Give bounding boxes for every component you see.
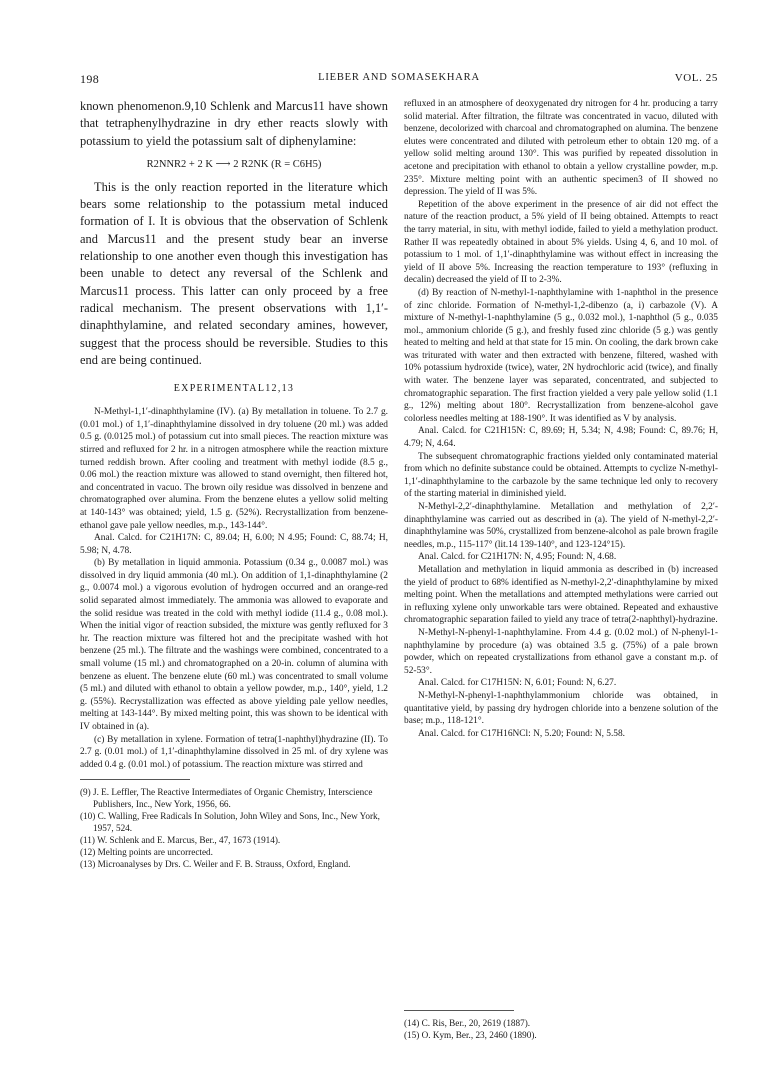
page-header bbox=[80, 72, 718, 88]
footnote-10: (10) C. Walling, Free Radicals In Solution, John Wiley and Sons, Inc., New York, 1957, 524. bbox=[80, 811, 380, 834]
footnote-14: (14) C. Ris, Ber., 20, 2619 (1887). bbox=[404, 1018, 531, 1028]
experimental-paragraph-b: (b) By metallation in liquid ammonia. Potassium (0.34 g., 0.0087 mol.) was dissolved in dry liquid ammonia (40 ml.). On addition of 1,1-dinaphthylamine (2 g., 0.0074 mol.) a vigorous evolution of hydrogen occurred and an orange-red solid separated almost immediately. The ammonia was allowed to evaporate and the solid residue was treated in the cold with methyl iodide (11.4 g., 0.08 mol.). When the initial vigor of reaction subsided, the mixture was gently refluxed for 3 hr. The reaction mixture was filtered hot and the precipitate washed with hot benzene (25 ml.). The filtrate and the washings were combined, concentrated to a small volume (15 ml.) and chromatographed on a 20-in. column of alumina with benzene as eluent. The benzene elute (60 ml.) was concentrated to small volume (5 ml.) and diluted with ethanol to obtain a yellow powder, m.p., 140°, yield, 1.2 g. (55%). Recrystallization was effected as above yielding pale yellow needles, melting at 143-144°. By mixed melting point, this was shown to be identical with IV obtained in (a). bbox=[80, 558, 388, 732]
footnote-9: (9) J. E. Leffler, The Reactive Intermediates of Organic Chemistry, Interscience Publishers, Inc., New York, 1956, 66. bbox=[80, 787, 373, 810]
analysis-paragraph-phenyl: Anal. Calcd. for C17H15N: N, 6.01; Found: N, 6.27. bbox=[418, 678, 617, 689]
footnote-15: (15) O. Kym, Ber., 23, 2460 (1890). bbox=[404, 1030, 537, 1040]
right-paragraph-2: Repetition of the above experiment in the presence of air did not effect the nature of the reaction product, a 5% yield of II being obtained. Attempts to react the tarry material, in situ, with methyl iodide, failed to yield a methylation product. Rather II was repeatedly obtained in about 5% yields. Using 4, 6, and 10 mol. of potassium to 1 mol. of 1,1′-dinaphthylamine was without effect in increasing the yield of II above 5%. Increasing the reaction temperature to 193° (refluxing in decalin) decreased the yield of II to 2-3%. bbox=[404, 199, 718, 286]
right-paragraph-5: The subsequent chromatographic fractions yielded only contaminated material from which no definite substance could be obtained. Attempts to cyclize N-methyl-1,1′-dinaphthylamine to the carbazole by the same technique led only to recovery of the starting material in diminished yield. bbox=[404, 451, 718, 500]
page-number: 198 bbox=[80, 72, 100, 86]
right-column bbox=[404, 98, 718, 740]
footnote-13: (13) Microanalyses by Drs. C. Weiler and F. B. Strauss, Oxford, England. bbox=[80, 859, 351, 870]
intro-paragraph-1: known phenomenon.9,10 Schlenk and Marcus11 have shown that tetraphenylhydrazine in dry ether reacts slowly with potassium to yield the potassium salt of diphenylamine: bbox=[80, 99, 388, 148]
experimental-paragraph-c: (c) By metallation in xylene. Formation of tetra(1-naphthyl)hydrazine (II). To 2.7 g. (0.01 mol.) of 1,1′-dinaphthylamine dissolved in 25 ml. of dry xylene was added 0.4 g. (0.01 mol.) of potassium. The reaction mixture was stirred and bbox=[80, 734, 388, 770]
analysis-paragraph-d: Anal. Calcd. for C21H15N: C, 89.69; H, 5.34; N, 4.98; Found: C, 89.76; H, 4.79; N, 4.64. bbox=[404, 426, 718, 450]
footnote-12: (12) Melting points are uncorrected. bbox=[80, 847, 213, 858]
analysis-paragraph-2-2: Anal. Calcd. for C21H17N: N, 4.95; Found: N, 4.68. bbox=[418, 552, 617, 563]
footnote-divider bbox=[80, 779, 190, 780]
right-paragraph-1: refluxed in an atmosphere of deoxygenated dry nitrogen for 4 hr. producing a tarry solid material. After filtration, the filtrate was concentrated in vacuo, diluted with benzene, decolorized with charcoal and chromatographed on alumina. The benzene elutes were concentrated and diluted with petroleum ether to obtain 120 mg. of a yellow solid melting around 130°. This was purified by repeated dissolution in acetone and precipitation with ethanol to obtain a yellow crystalline powder, m.p. 235°. Mixture melting point with an authentic specimen3 of II showed no depression. The yield of II was 5%. bbox=[404, 99, 718, 198]
volume-label: VOL. 25 bbox=[674, 72, 718, 84]
experimental-heading: EXPERIMENTAL12,13 bbox=[173, 383, 295, 395]
left-column bbox=[80, 98, 388, 870]
analysis-paragraph-a: Anal. Calcd. for C21H17N: C, 89.04; H, 6.00; N 4.95; Found: C, 88.74; H, 5.98; N, 4.78. bbox=[80, 533, 388, 556]
experimental-paragraph-a: N-Methyl-1,1′-dinaphthylamine (IV). (a) By metallation in toluene. To 2.7 g. (0.01 mol.) of 1,1′-dinaphthylamine dissolved in dry toluene (20 ml.) was added 0.5 g. (0.0125 mol.) of potassium cut into small pieces. The reaction mixture was stirred and refluxed for 2 hr. in a nitrogen atmosphere while the reaction mixture turned reddish brown. After cooling and treatment with methyl iodide (8.5 g., 0.06 mol.) the reaction mixture was allowed to stand overnight, then filtered hot, and concentrated in vacuo. The brown oily residue was dissolved in benzene and chromatographed over alumina. From the benzene elutes a yellow solid melting at 140-143° was obtained; yield, 1.5 g. (52%). Recrystallization from benzene-ethanol gave pale yellow needles, m.p., 143-144°. bbox=[80, 407, 388, 531]
right-paragraph-11: N-Methyl-N-phenyl-1-naphthylammonium chloride was obtained, in quantitative yield, by passing dry hydrogen chloride into a benzene solution of the base; m.p., 118-121°. bbox=[404, 690, 718, 727]
right-paragraph-8: Metallation and methylation in liquid ammonia as described in (b) increased the yield of product to 68% identified as N-methyl-2,2′-dinaphthylamine by mixed melting point. When the metallations and attempted methylations were carried out in refluxing xylene only unworkable tars were obtained. Repeated and exhaustive chromatographic separation failed to yield any trace of tetra(2-naphthyl)-hydrazine. bbox=[404, 564, 718, 626]
analysis-paragraph-chloride: Anal. Calcd. for C17H16NCl: N, 5.20; Found: N, 5.58. bbox=[418, 728, 626, 739]
running-title: LIEBER AND SOMASEKHARA bbox=[318, 72, 480, 83]
right-paragraph-6: N-Methyl-2,2′-dinaphthylamine. Metallation and methylation of 2,2′-dinaphthylamine was carried out as described in (a). The yield of N-methyl-2,2′-dinaphthylamine was 50%, crystallized from benzene-alcohol as pale brown fragile needles, m.p., 115-117° (lit.14 139-140°, and 123-124°15). bbox=[404, 502, 718, 550]
right-paragraph-9: N-Methyl-N-phenyl-1-naphthylamine. From 4.4 g. (0.02 mol.) of N-phenyl-1-naphthylamine by procedure (a) was obtained 3.5 g. (75%) of a pale brown powder, which on repeated crystallizations from ethanol gave a constant m.p. of 52-53°. bbox=[404, 627, 718, 676]
right-paragraph-3: (d) By reaction of N-methyl-1-naphthylamine with 1-naphthol in the presence of zinc chloride. Formation of N-methyl-1,2-dibenzo (a, i) carbazole (V). A mixture of N-methyl-1-naphthylamine (5 g., 0.032 mol.), 1-naphthol (5 g., 0.035 mol., ammonium chloride (5 g.), and freshly fused zinc chloride (5 g.) was gently heated to melting and held at that state for 15 min. On cooling, the dark brown cake was triturated with water and then extracted with benzene, filtered, washed with 10% potassium hydroxide (twice), water, 2N hydrochloric acid (twice), and finally with water. The benzene layer was separated, concentrated, and subjected to chromatographic separation. The first fraction yielded a very pale yellow solid (1.1 g., 12%) melting about 180°. Recrystallization from benzene-alcohol gave colorless needles melting at 188-190°. It was identified as V by analysis. bbox=[404, 287, 718, 424]
right-footnotes bbox=[404, 1002, 718, 1041]
intro-paragraph-2: This is the only reaction reported in the literature which bears some relationship to the potassium metal induced formation of I. It is obvious that the observation of Schlenk and Marcus11 and the present study bear an inverse relationship to one another even though this investigation has been unable to detect any reversal of the Schlenk and Marcus11 process. This latter can only proceed by a free radical mechanism. The present observations with 1,1′-dinaphthylamine, and related secondary amines, however, suggest that the process should be reversible. Studies to this end are being continued. bbox=[80, 179, 388, 367]
footnote-divider-right bbox=[404, 1010, 514, 1011]
reaction-equation: R2NNR2 + 2 K ⟶ 2 R2NK (R = C6H5) bbox=[146, 158, 322, 170]
footnote-11: (11) W. Schlenk and E. Marcus, Ber., 47, 1673 (1914). bbox=[80, 835, 281, 846]
